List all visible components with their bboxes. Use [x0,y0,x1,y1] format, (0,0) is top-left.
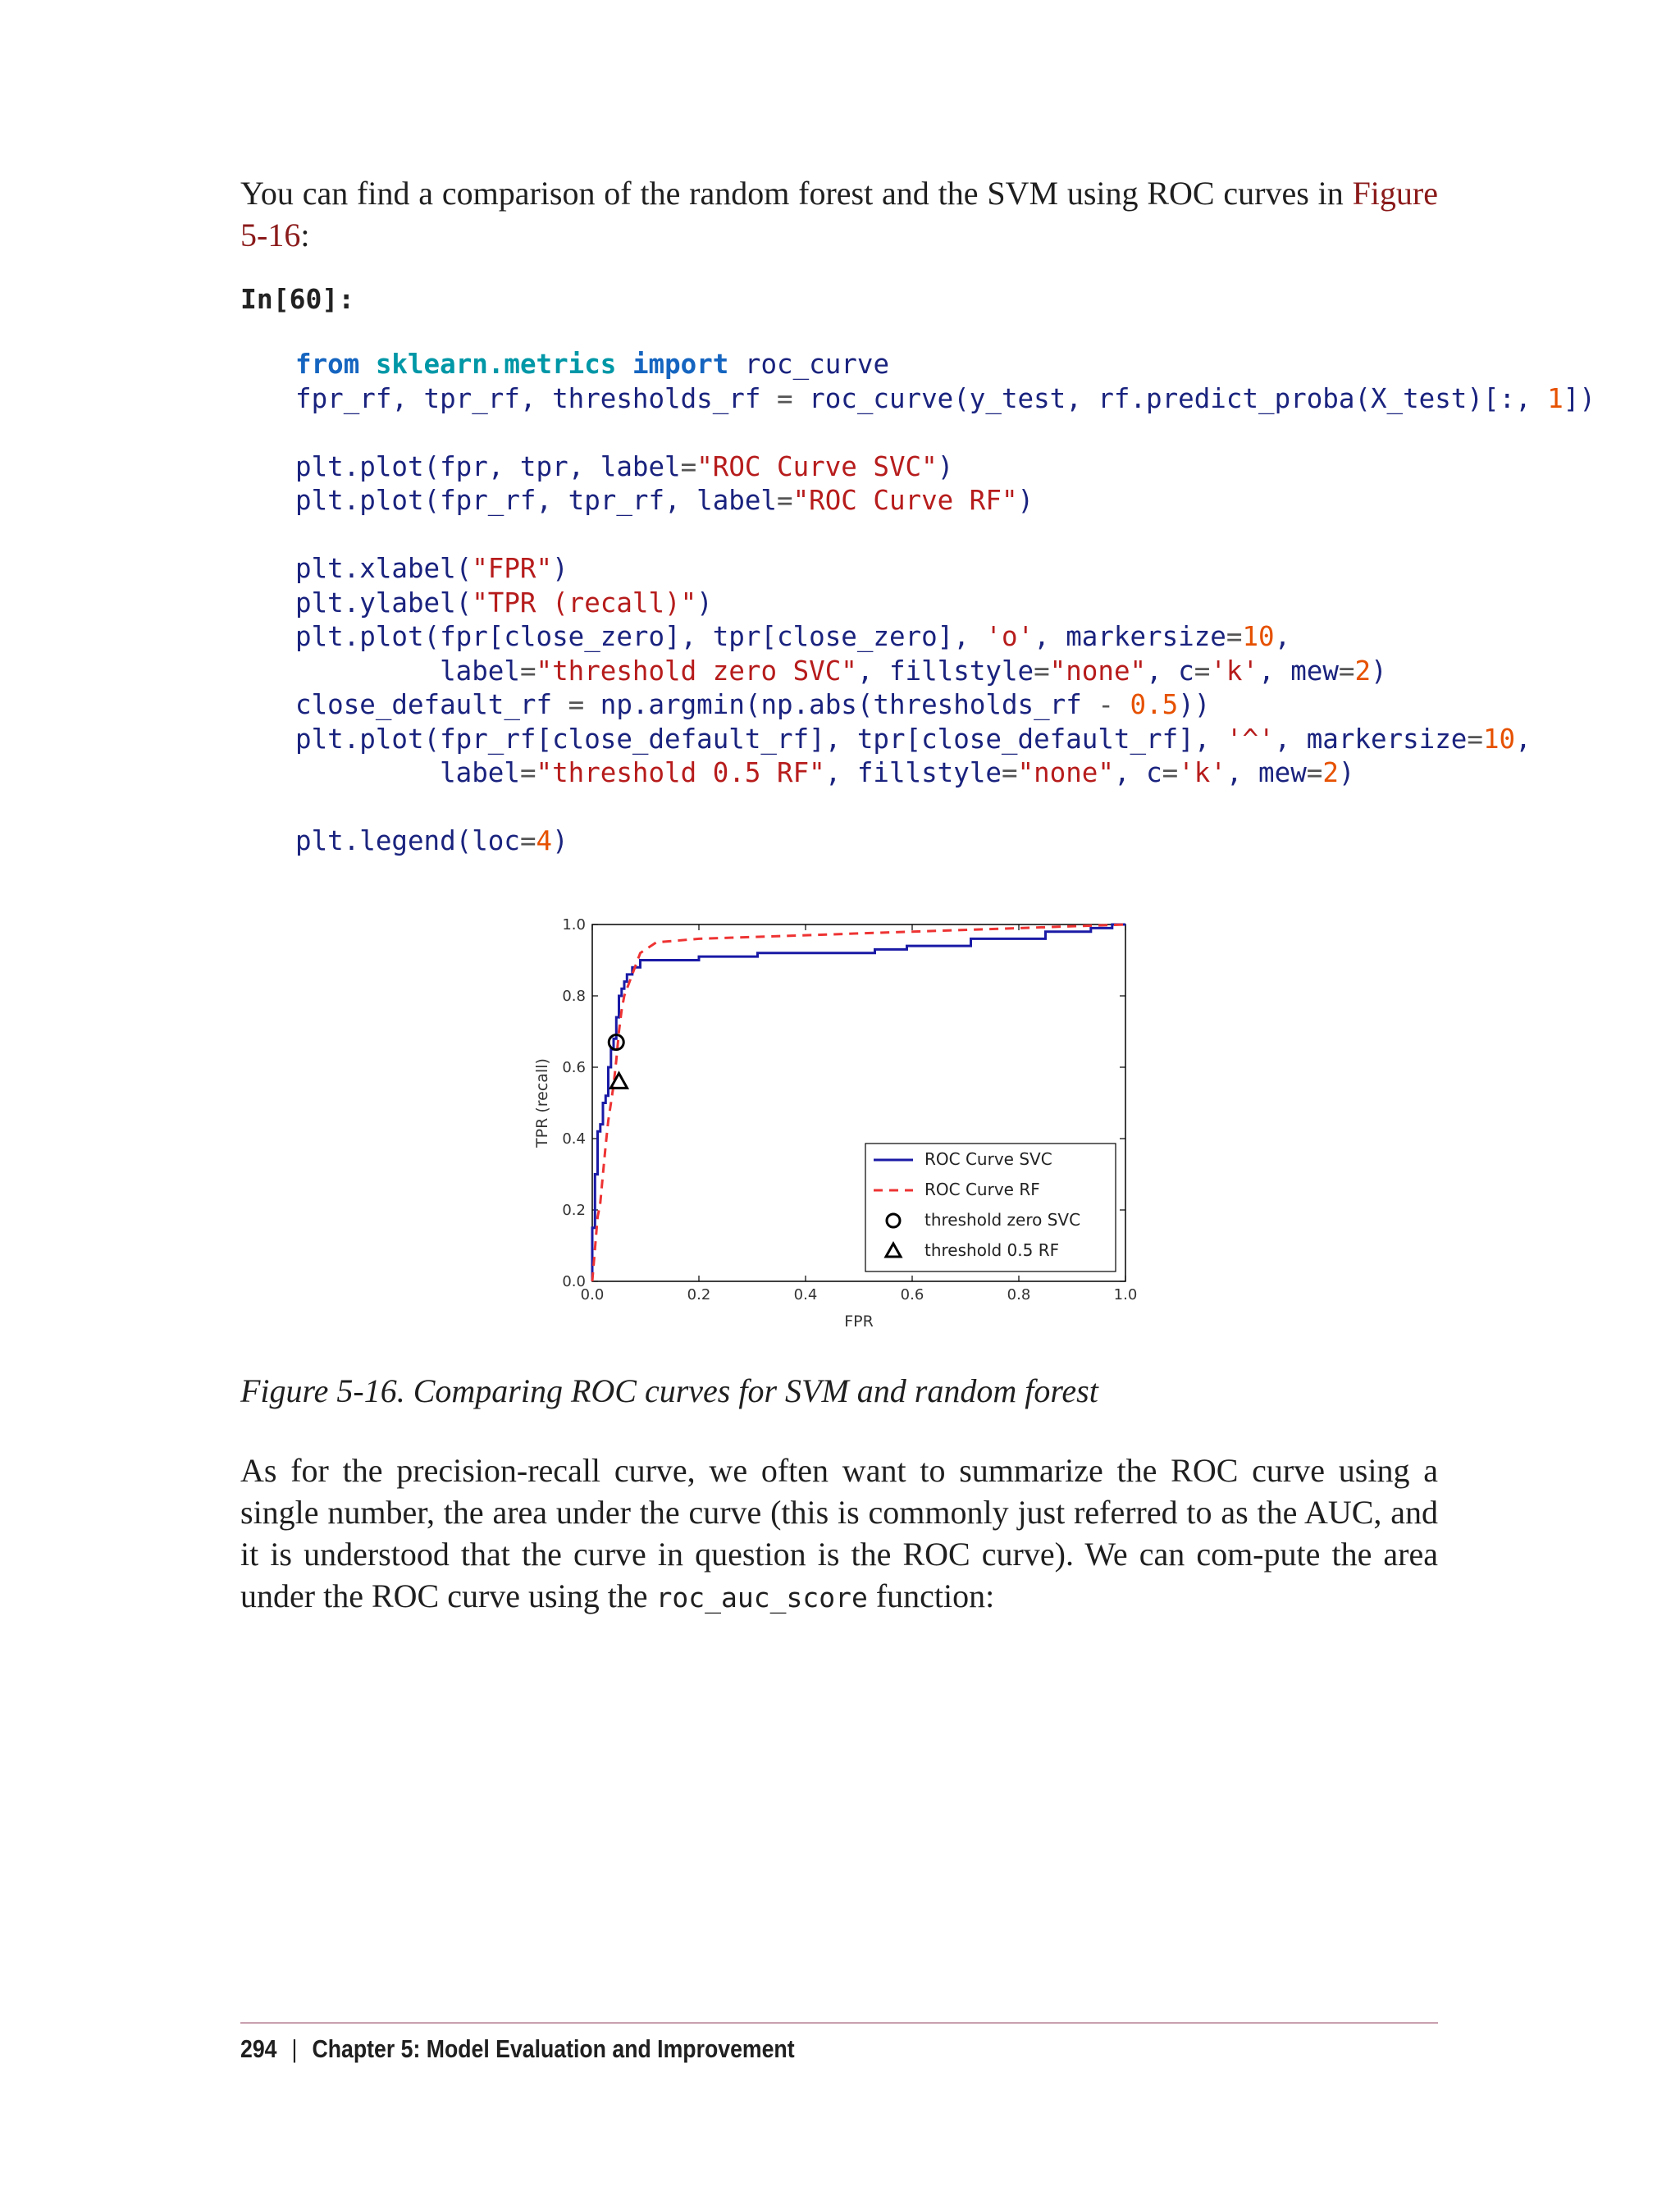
x-tick-label: 0.4 [793,1286,818,1303]
x-tick-label: 0.2 [687,1286,711,1303]
code-line: plt.plot(fpr_rf, tpr_rf, label="ROC Curve RF") [295,485,1034,516]
code-line: close_default_rf = np.argmin(np.abs(thresholds_rf - 0.5)) [295,689,1211,720]
code-line: plt.plot(fpr_rf[close_default_rf], tpr[close_default_rf], '^', markersize=10, [295,723,1532,755]
x-tick-label: 0.8 [1007,1286,1031,1303]
plot-content [533,916,1137,1331]
code-line: plt.plot(fpr[close_zero], tpr[close_zero], 'o', markersize=10, [295,621,1291,652]
code-line: plt.legend(loc=4) [295,825,568,856]
y-tick-label: 0.2 [562,1202,586,1219]
footer-separator: | [291,2034,298,2063]
inline-code: roc_auc_score [655,1582,868,1614]
y-axis-label: TPR (recall) [533,1058,551,1148]
x-tick-label: 1.0 [1113,1286,1138,1303]
auc-paragraph [240,1449,1438,1618]
legend-label: threshold 0.5 RF [924,1240,1060,1260]
code-line: label="threshold 0.5 RF", fillstyle="none", c='k', mew=2) [295,757,1355,788]
intro-text-end: : [300,217,310,253]
y-tick-label: 1.0 [562,916,586,934]
page-number: 294 [240,2034,277,2063]
x-tick-label: 0.0 [580,1286,605,1303]
code-line: from sklearn.metrics import roc_curve [295,349,890,380]
y-tick-label: 0.0 [562,1273,586,1290]
page-footer [240,2034,795,2064]
legend-label: threshold zero SVC [924,1210,1081,1230]
code-line: label="threshold zero SVC", fillstyle="none", c='k', mew=2) [295,655,1387,687]
footer-rule [240,2022,1438,2024]
legend-label: ROC Curve RF [924,1180,1040,1199]
figure-link[interactable]: Figure 5-16 [240,175,1438,253]
auc-text-end: function: [867,1577,995,1614]
x-axis-label: FPR [844,1312,874,1331]
code-line: plt.plot(fpr, tpr, label="ROC Curve SVC") [295,450,954,482]
auc-text: As for the precision-recall curve, we often want to summarize the ROC curve using a single number, the area under the curve (this is commonly just referred to as the AUC, and it is understood that the curve in question is the ROC curve). We can com-pute the area under the ROC curve using the [240,1452,1438,1614]
figure-caption: Figure 5-16. Comparing ROC curves for SVM and random forest [240,1372,1098,1409]
y-tick-label: 0.4 [562,1130,586,1148]
x-tick-label: 0.6 [900,1286,924,1303]
code-line: plt.xlabel("FPR") [295,553,568,584]
y-tick-label: 0.8 [562,988,586,1005]
legend-label: ROC Curve SVC [924,1149,1052,1169]
code-line: fpr_rf, tpr_rf, thresholds_rf = roc_curve(y_test, rf.predict_proba(X_test)[:, 1]) [295,382,1596,414]
intro-paragraph [240,172,1438,256]
code-block [295,348,1596,859]
cell-label: In[60]: [240,283,355,315]
code-line: plt.ylabel("TPR (recall)") [295,587,713,619]
intro-text: You can find a comparison of the random forest and the SVM using ROC curves in [240,175,1353,212]
chapter-title: Chapter 5: Model Evaluation and Improvement [312,2034,795,2063]
roc-chart [492,902,1165,1345]
y-tick-label: 0.6 [562,1059,586,1076]
